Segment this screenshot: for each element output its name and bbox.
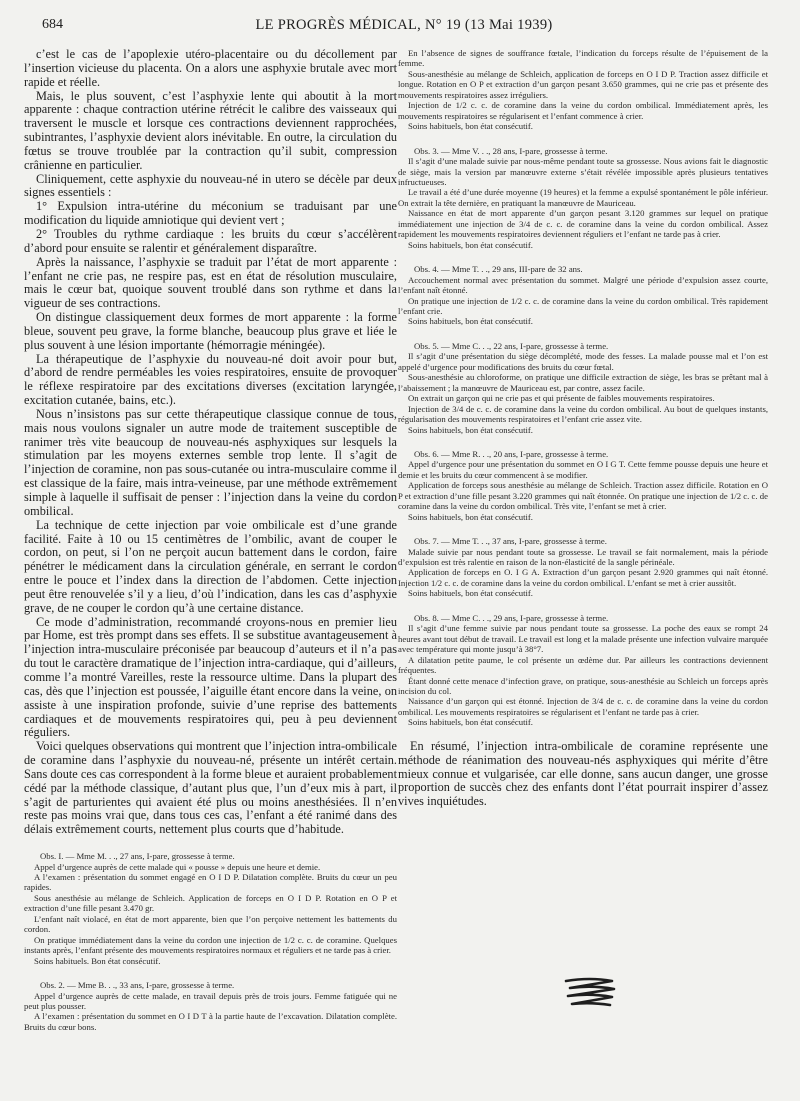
observation-text: Application de forceps en O. I G A. Extraction d’un garçon pesant 2.920 grammes qui naît étonné. Injection 1/2 c. c. de coramine dans la veine du cordon ombilical. L’enfant se met à crier aussitôt. [398,567,768,588]
observation-title: Obs. 5. — Mme C. . ., 22 ans, I-pare, grossesse à terme. [414,340,609,351]
paragraph: Mais, le plus souvent, c’est l’asphyxie lente qui aboutit à la mort apparente : chaque contraction utérine rétrécit le calibre des vaisseaux qui traversent le muscle et lorsque ces contractions deviennent rapprochées, subintrantes, l’asphyxie devient alors inévitable. En outre, la circulation du fœtus se trouve troublée par la contraction qu’il subit, compression crânienne en particulier. [24,88,397,172]
observation-text: Appel d’urgence auprès de cette malade, en travail depuis près de trois jours. Femme fatiguée qui ne peut plus pousser. [24,990,397,1011]
paragraph: La thérapeutique de l’asphyxie du nouveau-né doit avoir pour but, d’abord de rendre perméables les voies respiratoires, ensuite de provoquer le réflexe respiratoire par des excitations diverses (excitation laryngée, excitation cutanée, bains, etc.). [24,351,397,408]
paragraph: La technique de cette injection par voie ombilicale est d’une grande facilité. Faite à 10 ou 15 centimètres de l’ombilic, avant de couper le cordon, on peut, si l’on ne perçoit aucun battement dans le cordon, faire pénétrer le médicament dans la circulation générale, en serrant le cordon entre le pouce et l’index dans la direction de l’abdomen. Cette injection peut être renouvelée s’il y a lieu, d’où l’indication, dans les cas d’asphyxie grave, de ne couper le cordon qu’à une certaine distance. [24,517,397,615]
end-ornament-icon [560,975,620,1009]
observation-text: On pratique une injection de 1/2 c. c. de coramine dans la veine du cordon ombilical. Très rapidement l’enfant crie. [398,295,768,316]
observation-text: Injection de 3/4 de c. c. de coramine dans la veine du cordon ombilical. Au bout de quelques instants, régularisation des mouvements respiratoires et l’enfant crie assez vite. [398,403,768,425]
observation-title: Obs. I. — Mme M. . ., 27 ans, I-pare, grossesse à terme. [40,851,235,862]
observation-text: On extrait un garçon qui ne crie pas et qui présente de faibles mouvements respiratoires. [408,393,715,404]
paragraph: c’est le cas de l’apoplexie utéro-placentaire ou du décollement par l’insertion vicieuse du placenta. On a alors une asphyxie brutale avec mort rapide et réelle. [24,47,397,89]
observation-2-continued [398,48,768,132]
observation-text: Soins habituels, bon état consécutif. [408,717,533,728]
page-header [30,17,778,37]
observation-4 [398,264,768,327]
observation-text: Soins habituels, bon état consécutif. [408,121,533,132]
observation-text: Soins habituels, bon état consécutif. [408,511,533,522]
observation-text: En l’absence de signes de souffrance fœtale, l’indication du forceps résulte de l’épuisement de la femme. [398,48,768,69]
observation-text: Il s’agit d’une présentation du siège décomplété, mode des fesses. La malade pousse mal et l’on est appelé d’urgence pour modifications des bruits du cœur fœtal. [398,351,768,372]
observation-text: Appel d’urgence auprès de cette malade qui « pousse » depuis une heure et demie. [34,861,321,872]
observation-text: Soins habituels, bon état consécutif. [408,424,533,435]
page-number: 684 [42,17,63,32]
observation-2 [24,980,397,1032]
paragraph: 1° Expulsion intra-utérine du méconium se traduisant par une modification du liquide amniotique qui devient vert ; [24,199,397,228]
observation-text: Il s’agit d’une femme suivie par nous pendant toute sa grossesse. La poche des eaux se rompt 24 heures avant tout début de travail. Le travail est long et la malade présente une infection vulvaire marquée avec température qui monte jusqu’à 38°7. [398,623,768,655]
observation-title: Obs. 8. — Mme C. . ., 29 ans, I-pare, grossesse à terme. [414,612,609,623]
left-column [24,48,397,1032]
paragraph: On distingue classiquement deux formes de mort apparente : la forme bleue, souvent peu grave, la forme blanche, beaucoup plus grave et liée le plus souvent à une lésion importante (hémorragie méningée). [24,310,397,352]
observation-text: Malade suivie par nous pendant toute sa grossesse. Le travail se fait normalement, mais la période d’expulsion est très ralentie en raison de la non-élasticité de la sangle périnéale. [398,546,768,568]
observation-title: Obs. 3. — Mme V. . ., 28 ans, I-pare, grossesse à terme. [414,145,608,156]
observation-7 [398,536,768,599]
observation-text: Sous anesthésie au mélange de Schleich. Application de forceps en O I D P. Rotation en O P et extraction d’une fille pesant 3.470 gr. [24,892,397,914]
observation-5 [398,341,768,435]
journal-title: LE PROGRÈS MÉDICAL, N° 19 (13 Mai 1939) [255,17,553,33]
observation-text: Il s’agit d’une malade suivie par nous-même pendant toute sa grossesse. Nous avions fait le diagnostic de siège, mais la version par manœuvre externe s’était révélée impossible après plusieurs tentatives infructueuses. [398,156,768,187]
observation-3 [398,146,768,251]
paragraph: Ce mode d’administration, recommandé croyons-nous en premier lieu par Home, est très prompt dans ses effets. Il se substitue avantageusement à l’injection intra-musculaire préconisée par beaucoup d’auteurs et il n’a pas du tout le caractère dramatique de l’injection intra-cardiaque, qui d’ailleurs, comme l’a montré Vareilles, reste la ressource ultime. Dans la plupart des cas, dès que l’injection est poussée, l’aiguille étant encore dans la veine, on assiste à une inspiration profonde, suivie d’une reprise des battements cardiaques et de mouvements respiratoires qui, peu à peu deviennent réguliers. [24,614,397,740]
paragraph: 2° Troubles du rythme cardiaque : les bruits du cœur s’accélèrent d’abord pour ensuite se ralentir et généralement disparaître. [24,226,397,255]
observation-text: Accouchement normal avec présentation du sommet. Malgré une période d’expulsion assez courte, l’enfant naît étonné. [398,274,768,296]
observation-text: Soins habituels, bon état consécutif. [408,239,533,250]
observation-text: Sous-anesthésie au chloroforme, on pratique une difficile extraction de siège, les bras se prêtant mal à l’abaissement ; la manœuvre de Mauriceau est, par contre, assez facile. [398,372,768,393]
observation-title: Obs. 4. — Mme T. . ., 29 ans, III-pare de 32 ans. [414,264,583,275]
paragraph: Nous n’insistons pas sur cette thérapeutique classique connue de tous, mais nous voulons signaler un autre mode de traitement susceptible de ranimer très vite beaucoup de nouveau-nés asphyxiques sur lesquels la stimulation par les moyens externes semble trop lente. Il s’agit de l’injection de coramine, non pas sous-cutanée ou intra-musculaire comme il est classique de la faire, mais intra-veineuse, par une méthode extrêmement simple à laquelle il suffisait de penser : l’injection dans la veine du cordon ombilical. [24,406,397,518]
observation-title: Obs. 2. — Mme B. . ., 33 ans, I-pare, grossesse à terme. [40,980,235,991]
observation-text: On pratique immédiatement dans la veine du cordon une injection de 1/2 c. c. de coramine. Quelques instants après, l’enfant présente des mouvements respiratoires normaux et réguliers et ne tarde pas à crier. [24,934,397,956]
conclusion [398,740,768,809]
observation-text: Naissance d’un garçon qui est étonné. Injection de 3/4 de c. c. de coramine dans la veine du cordon ombilical. Les mouvements respiratoires se régularisent et l’enfant ne tarde pas à crier. [398,696,768,717]
observation-1 [24,851,397,966]
observation-text: A dilatation petite paume, le col présente un œdème dur. Par ailleurs les contractions deviennent fréquentes. [398,654,768,676]
paragraph: Cliniquement, cette asphyxie du nouveau-né in utero se décèle par deux signes essentiels : [24,171,397,200]
observation-text: Soins habituels, bon état consécutif. [408,316,533,327]
observation-text: Sous-anesthésie au mélange de Schleich, application de forceps en O I D P. Traction assez difficile et longue. Rotation en O P et extraction d’un garçon pesant 3.650 grammes, qui ne crie pas et présente des mouvements respiratoires assez irréguliers. [398,68,768,100]
observation-8 [398,613,768,728]
observation-text: Soins habituels, bon état consécutif. [408,588,533,599]
observation-text: Naissance en état de mort apparente d’un garçon pesant 3.120 grammes sur lequel on pratique immédiatement une injection de 3/4 de c. c. de coramine dans la veine du cordon ombilical. Assez rapidement les mouvements respiratoires deviennent réguliers et l’enfant ne tarde pas à crier. [398,208,768,240]
right-column [398,48,768,809]
observation-text: Application de forceps sous anesthésie au mélange de Schleich. Traction assez difficile. Rotation en O P et extraction d’une fille pesant 3.220 grammes qui naît étonnée. On pratique une injection de 1/2 c. c. de coramine dans la veine du cordon ombilical. Très vite, l’enfant se met à crier. [398,480,768,512]
observation-text: A l’examen : présentation du sommet engagé en O I D P. Dilatation complète. Bruits du cœur un peu rapides. [24,872,397,893]
observation-text: L’enfant naît violacé, en état de mort apparente, bien que l’on perçoive nettement les battements du cordon. [24,913,397,935]
article-body [24,48,397,837]
observation-title: Obs. 7. — Mme T. . ., 37 ans, I-pare, grossesse à terme. [414,536,607,547]
conclusion-paragraph: En résumé, l’injection intra-ombilicale de coramine représente une méthode de réanimation des nouveau-nés asphyxiques qui mérite d’être mieux connue et vulgarisée, car elle donne, sans aucun danger, une grosse proportion de succès chez des enfants dont l’état pourrait inspirer d’assez vives inquiétudes. [398,738,768,809]
observation-text: Injection de 1/2 c. c. de coramine dans la veine du cordon ombilical. Immédiatement après, les mouvements respiratoires se régularisent et l’enfant commence à crier. [398,100,768,121]
observation-text: Appel d’urgence pour une présentation du sommet en O I G T. Cette femme pousse depuis une heure et demie et les bruits du cœur commencent à se modifier. [398,459,768,480]
observation-title: Obs. 6. — Mme R. . ., 20 ans, I-pare, grossesse à terme. [414,448,609,459]
observation-text: Le travail a été d’une durée moyenne (19 heures) et la femme a expulsé spontanément le pôle inférieur. On extrait la tête dernière, en pratiquant la manœuvre de Mauriceau. [398,187,768,208]
paragraph: Voici quelques observations qui montrent que l’injection intra-ombilicale de coramine dans l’asphyxie du nouveau-né, présente un intérêt certain. Sans doute ces cas correspondent à la forme bleue et auraient probablement cédé par la méthode classique, d’autant plus que, l’un d’eux mis à part, il s’agit de parturientes qui avaient été plus ou moins anesthésiées. Il n’en reste pas moins vrai que, dans tous ces cas, l’enfant a été ranimé dans des délais extrêmement courts, nettement plus courts que d’habitude. [24,739,397,837]
observation-text: A l’examen : présentation du sommet en O I D T à la partie haute de l’excavation. Dilatation complète. Bruits du cœur bons. [24,1011,397,1032]
paragraph: Après la naissance, l’asphyxie se traduit par l’état de mort apparente : l’enfant ne crie pas, ne respire pas, est en état de résolution musculaire, mais le cœur bat, quoique souvent troublé dans son rythme et dans la vigueur de ses contractions. [24,254,397,311]
observation-6 [398,449,768,522]
observation-text: Soins habituels. Bon état consécutif. [34,955,161,966]
observation-text: Étant donné cette menace d’infection grave, on pratique, sous-anesthésie au Schleich un forceps après incision du col. [398,675,768,697]
